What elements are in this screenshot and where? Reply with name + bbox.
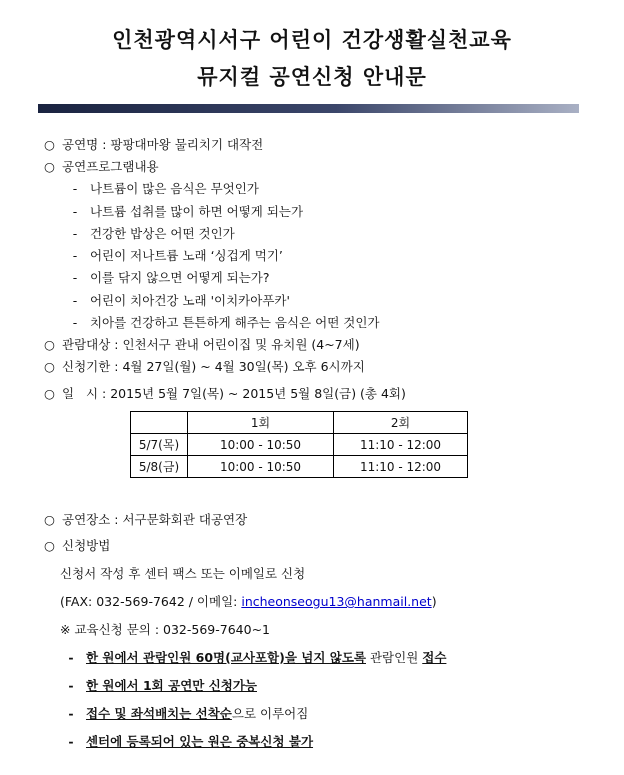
table-cell: 5/8(금) bbox=[131, 456, 188, 478]
table-cell: 10:00 - 10:50 bbox=[188, 434, 334, 456]
contact-line: (FAX: 032-569-7642 / 이메일: incheonseogu13@hanmail.net) bbox=[60, 594, 437, 609]
note-item: - 한 원에서 1회 공연만 신청가능 bbox=[60, 678, 257, 694]
method-text: 신청서 작성 후 센터 팩스 또는 이메일로 신청 bbox=[60, 566, 306, 581]
dash-bullet-icon: - bbox=[68, 734, 74, 749]
audience-item: ○ 관람대상 : 인천서구 관내 어린이집 및 유치원 (4~7세) bbox=[44, 337, 360, 352]
table-header-row bbox=[131, 412, 468, 434]
table-cell: 10:00 - 10:50 bbox=[188, 456, 334, 478]
email-link[interactable]: incheonseogu13@hanmail.net bbox=[241, 594, 432, 609]
program-list-item: - 어린이 저나트륨 노래 ‘싱겁게 먹기’ bbox=[64, 248, 283, 264]
table-row bbox=[131, 434, 468, 456]
venue-item: ○ 공연장소 : 서구문화회관 대공연장 bbox=[44, 512, 248, 527]
note-item: - 센터에 등록되어 있는 원은 중복신청 불가 bbox=[60, 734, 313, 750]
program-list-item: - 건강한 밥상은 어떤 것인가 bbox=[64, 226, 235, 242]
table-header-cell bbox=[131, 412, 188, 434]
table-header-cell: 2회 bbox=[334, 412, 468, 434]
program-list-item: - 어린이 치아건강 노래 '이치카아푸카' bbox=[64, 293, 290, 309]
page-title: 인천광역시서구 어린이 건강생활실천교육 bbox=[112, 27, 512, 52]
dash-bullet-icon: - bbox=[72, 204, 78, 219]
note-item: - 한 원에서 관람인원 60명(교사포함)을 넘지 않도록 관람인원 접수 bbox=[60, 650, 446, 666]
inquiry-line: ※ 교육신청 문의 : 032-569-7640~1 bbox=[60, 622, 271, 637]
circle-bullet-icon: ○ bbox=[44, 512, 55, 527]
dash-bullet-icon: - bbox=[72, 270, 78, 285]
table-header-cell: 1회 bbox=[188, 412, 334, 434]
circle-bullet-icon: ○ bbox=[44, 386, 55, 401]
page-subtitle: 뮤지컬 공연신청 안내문 bbox=[197, 64, 427, 89]
program-heading-item: ○ 공연프로그램내용 bbox=[44, 159, 159, 174]
dash-bullet-icon: - bbox=[72, 293, 78, 308]
show-name-item: ○ 공연명 : 팡팡대마왕 물리치기 대작전 bbox=[44, 137, 264, 152]
circle-bullet-icon: ○ bbox=[44, 538, 55, 553]
circle-bullet-icon: ○ bbox=[44, 159, 55, 174]
program-list-item: - 이를 닦지 않으면 어떻게 되는가? bbox=[64, 270, 270, 286]
circle-bullet-icon: ○ bbox=[44, 137, 55, 152]
circle-bullet-icon: ○ bbox=[44, 359, 55, 374]
schedule-table bbox=[130, 411, 468, 478]
dash-bullet-icon: - bbox=[72, 181, 78, 196]
circle-bullet-icon: ○ bbox=[44, 337, 55, 352]
note-item: - 접수 및 좌석배치는 선착순으로 이루어짐 bbox=[60, 706, 308, 722]
table-cell: 5/7(목) bbox=[131, 434, 188, 456]
program-list-item: - 치아를 건강하고 튼튼하게 해주는 음식은 어떤 것인가 bbox=[64, 315, 379, 331]
table-cell: 11:10 - 12:00 bbox=[334, 456, 468, 478]
dash-bullet-icon: - bbox=[72, 315, 78, 330]
program-list-item: - 나트륨이 많은 음식은 무엇인가 bbox=[64, 181, 259, 197]
period-item: ○ 신청기한 : 4월 27일(월) ~ 4월 30일(목) 오후 6시까지 bbox=[44, 359, 365, 374]
dash-bullet-icon: - bbox=[72, 248, 78, 263]
method-heading-item: ○ 신청방법 bbox=[44, 538, 111, 553]
dash-bullet-icon: - bbox=[72, 226, 78, 241]
table-row bbox=[131, 456, 468, 478]
title-divider bbox=[38, 104, 579, 113]
program-list-item: - 나트륨 섭취를 많이 하면 어떻게 되는가 bbox=[64, 204, 303, 220]
schedule-item: ○ 일 시 : 2015년 5월 7일(목) ~ 2015년 5월 8일(금) (총 4회) bbox=[44, 386, 406, 401]
dash-bullet-icon: - bbox=[68, 650, 74, 665]
dash-bullet-icon: - bbox=[68, 706, 74, 721]
dash-bullet-icon: - bbox=[68, 678, 74, 693]
table-cell: 11:10 - 12:00 bbox=[334, 434, 468, 456]
